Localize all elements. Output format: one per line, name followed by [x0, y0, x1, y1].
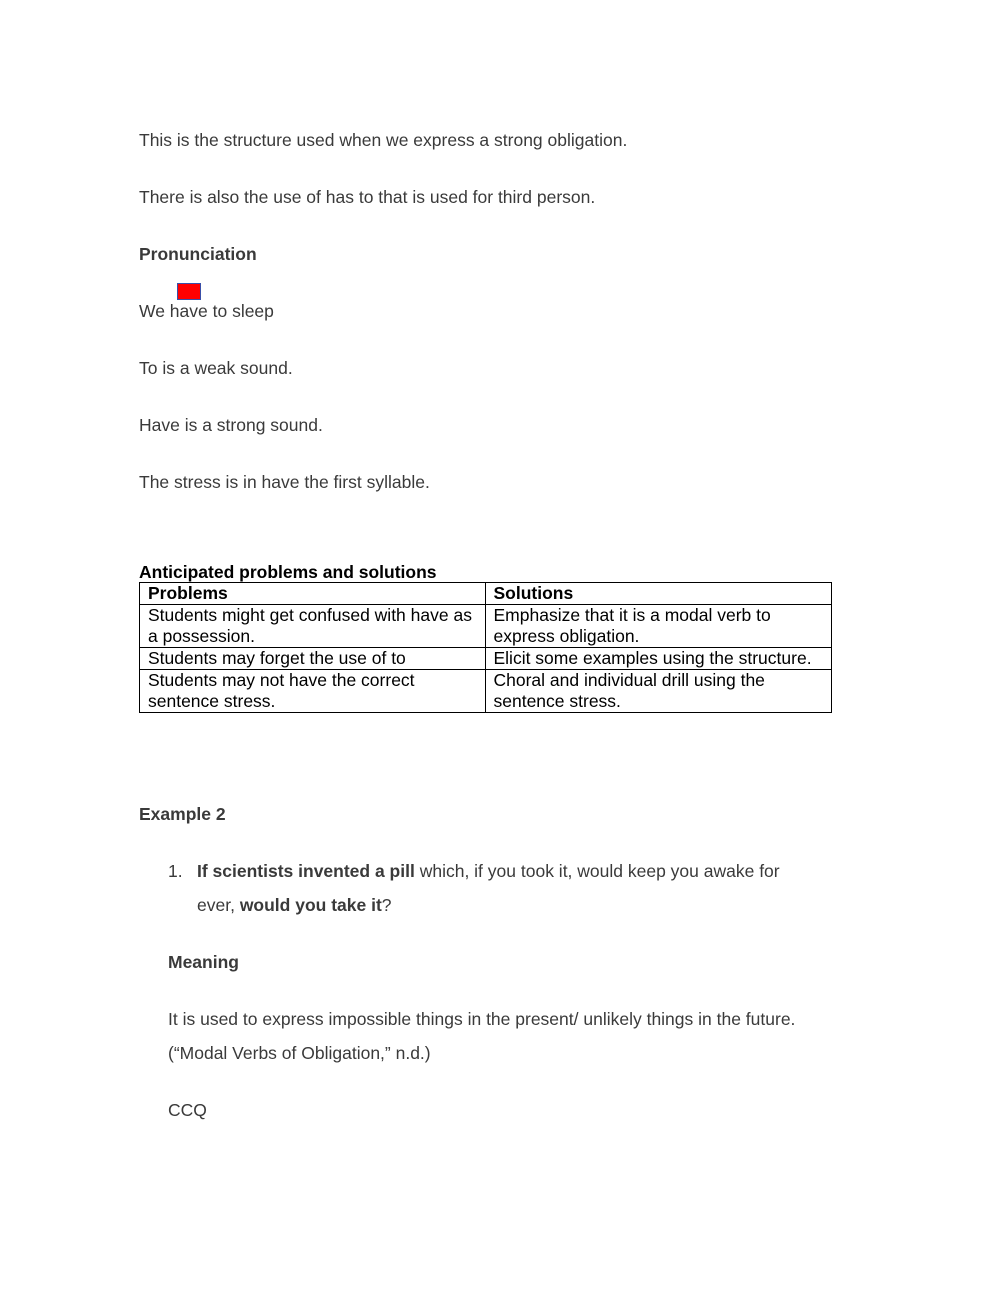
table-row — [140, 648, 832, 670]
ccq-label: CCQ — [168, 1100, 207, 1120]
table-cell: Students may not have the correct sentence stress. — [140, 670, 486, 713]
paragraph-obligation: This is the structure used when we express a strong obligation. — [139, 130, 628, 150]
example-question-mark: ? — [381, 895, 392, 915]
example-clause: ever, — [197, 895, 240, 915]
meaning-citation: (“Modal Verbs of Obligation,” n.d.) — [168, 1043, 431, 1063]
table-title: Anticipated problems and solutions — [139, 562, 437, 582]
table-row — [140, 605, 832, 648]
example-bold-question: would you take it — [239, 895, 382, 915]
table-cell: Students may forget the use of to — [140, 648, 486, 670]
example-sentence-line-1 — [197, 861, 780, 881]
table-cell: Choral and individual drill using the sentence stress. — [485, 670, 832, 713]
list-number: 1. — [168, 861, 183, 881]
table-cell: Elicit some examples using the structure. — [485, 648, 832, 670]
paragraph-third-person: There is also the use of has to that is used for third person. — [139, 187, 596, 207]
problems-solutions-table — [139, 582, 832, 713]
paragraph-example-sentence: We have to sleep — [139, 301, 274, 321]
table-header-row — [140, 583, 832, 605]
example-2-heading: Example 2 — [139, 804, 226, 824]
example-clause: which, if you took it, would keep you awake for — [414, 861, 780, 881]
pronunciation-heading: Pronunciation — [139, 244, 257, 264]
table-row — [140, 670, 832, 713]
table-cell: Students might get confused with have as a possession. — [140, 605, 486, 648]
meaning-heading: Meaning — [168, 952, 239, 972]
answer-drop-box[interactable] — [177, 283, 201, 300]
table-cell: Emphasize that it is a modal verb to express obligation. — [485, 605, 832, 648]
example-bold-clause: If scientists invented a pill — [197, 861, 415, 881]
table-header-solutions: Solutions — [485, 583, 832, 605]
paragraph-strong-sound: Have is a strong sound. — [139, 415, 323, 435]
table-header-problems: Problems — [140, 583, 486, 605]
paragraph-stress: The stress is in have the first syllable. — [139, 472, 430, 492]
example-sentence-line-2 — [197, 895, 392, 915]
paragraph-weak-sound: To is a weak sound. — [139, 358, 293, 378]
meaning-line-1: It is used to express impossible things in the present/ unlikely things in the future. — [168, 1009, 796, 1029]
